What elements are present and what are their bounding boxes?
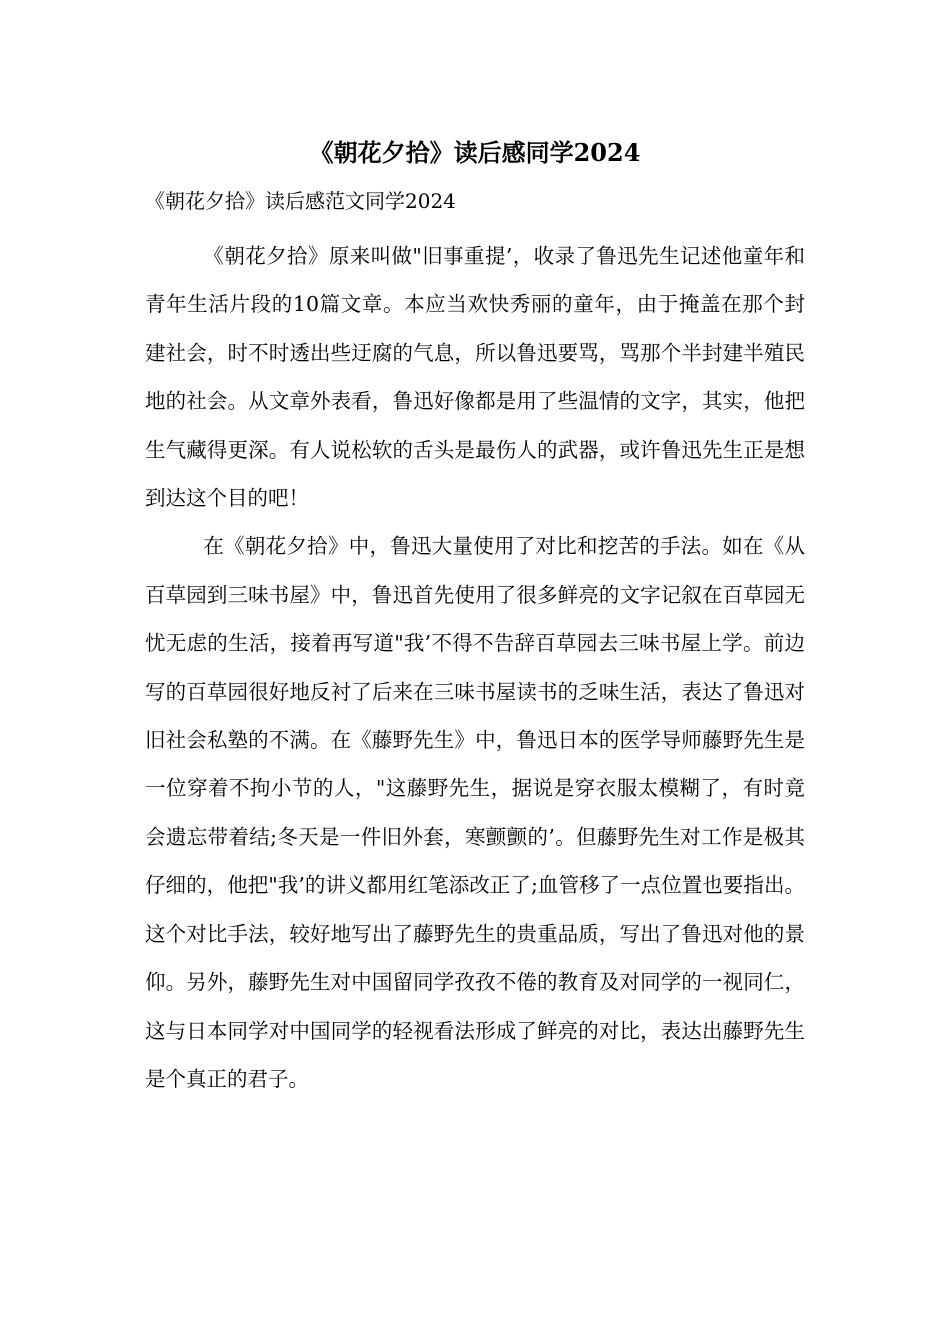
paragraph-2: 在《朝花夕拾》中，鲁迅大量使用了对比和挖苦的手法。如在《从百草园到三味书屋》中，鲁迅首先使用了很多鲜亮的文字记叙在百草园无忧无虑的生活，接着再写道"我’不得不告辞百草园去三味书屋上学。前边写的百草园很好地反衬了后来在三味书屋读书的乏味生活，表达了鲁迅对旧社会私塾的不满。在《藤野先生》中，鲁迅日本的医学导师藤野先生是一位穿着不拘小节的人，"这藤野先生，据说是穿衣服太模糊了，有时竟会遗忘带着结;冬天是一件旧外套，寒颤颤的’。但藤野先生对工作是极其仔细的，他把"我’的讲义都用红笔添改正了;血管移了一点位置也要指出。这个对比手法，较好地写出了藤野先生的贵重品质，写出了鲁迅对他的景仰。另外，藤野先生对中国留同学孜孜不倦的教育及对同学的一视同仁，这与日本同学对中国同学的轻视看法形成了鲜亮的对比，表达出藤野先生是个真正的君子。 [145, 534, 805, 1091]
document-body [145, 232, 805, 1103]
document-subtitle: 《朝花夕拾》读后感范文同学2024 [145, 189, 456, 213]
paragraph-1: 《朝花夕拾》原来叫做"旧事重提’，收录了鲁迅先生记述他童年和青年生活片段的10篇文章。本应当欢快秀丽的童年，由于掩盖在那个封建社会，时不时透出些迂腐的气息，所以鲁迅要骂，骂那个半封建半殖民地的社会。从文章外表看，鲁迅好像都是用了些温情的文字，其实，他把生气藏得更深。有人说松软的舌头是最伤人的武器，或许鲁迅先生正是想到达这个目的吧！ [145, 244, 805, 511]
document-title: 《朝花夕拾》读后感同学2024 [309, 138, 641, 167]
